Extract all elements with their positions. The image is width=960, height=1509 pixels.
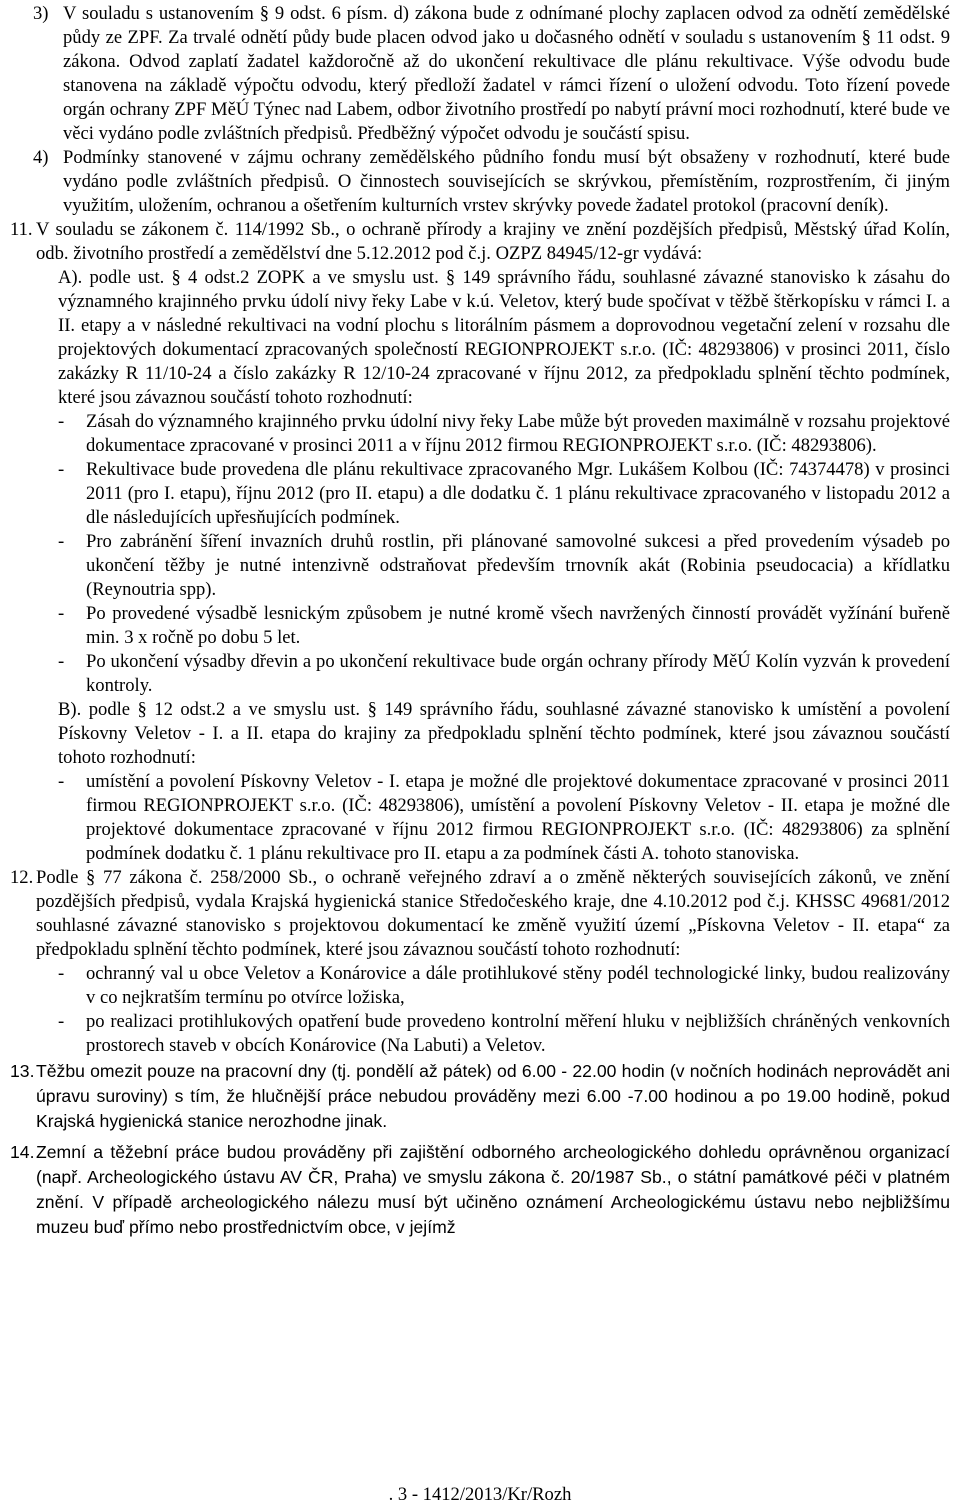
bullet-text: Po ukončení výsadby dřevin a po ukončení rekultivace bude orgán ochrany přírody MěÚ Kolín vyzván k provedení kontroly. <box>86 651 950 696</box>
condition-4 <box>10 146 950 218</box>
dash-marker: - <box>58 459 65 480</box>
bullet-item <box>10 962 950 1010</box>
bullet-item <box>10 458 950 530</box>
point-text: V souladu se zákonem č. 114/1992 Sb., o ochraně přírody a krajiny ve znění pozdějších předpisů, Městský úřad Kolín, odb. životního prostředí a zemědělství dne 5.12.2012 pod č.j. OZPZ 84945/12-gr vydává: <box>36 219 950 264</box>
dash-marker: - <box>58 603 65 624</box>
point-text: Podle § 77 zákona č. 258/2000 Sb., o ochraně veřejného zdraví a o změně některých souvisejících zákonů, ve znění pozdějších předpisů, vydala Krajská hygienická stanice Středočeského kraje, dne 4.10.2012 pod č.j. KHSSC 49681/2012 souhlasné závazné stanovisko s projektovou dokumentací ke změně využití území „Pískovna Veletov - II. etapa“ za předpokladu splnění těchto podmínek, které jsou závaznou součástí tohoto rozhodnutí: <box>36 867 950 960</box>
bullet-text: ochranný val u obce Veletov a Konárovice a dále protihlukové stěny podél technologické linky, budou realizovány v co nejkratším termínu po otvírce ložiska, <box>86 963 950 1008</box>
bullet-item <box>10 410 950 458</box>
page-footer: . 3 - 1412/2013/Kr/Rozh <box>388 1484 572 1505</box>
point-label: 11. <box>10 219 33 240</box>
point-14 <box>10 1140 950 1240</box>
section-text: A). podle ust. § 4 odst.2 ZOPK a ve smyslu ust. § 149 správního řádu, souhlasné závazné stanovisko k zásahu do významného krajinného prvku údolí nivy řeky Labe v k.ú. Veletov, který bude spočívat v těžbě štěrkopísku v rámci I. a II. etapy a v následné rekultivaci na vodní plochu s litorálním pásmem a doprovodnou vegetační zelení v rozsahu dle projektových dokumentací zpracovaných společností REGIONPROJEKT s.r.o. (IČ: 48293806) v prosinci 2011, číslo zakázky R 11/10-24 a číslo zakázky R 12/10-24 zpracované v říjnu 2012, za předpokladu splnění těchto podmínek, které jsou závaznou součástí tohoto rozhodnutí: <box>58 267 950 408</box>
section-b <box>10 698 950 770</box>
bullet-text: Pro zabránění šíření invazních druhů rostlin, při plánované samovolné sukcesi a před provedením výsadeb po ukončení těžby je nutné intenzivně odstraňovat především trnovník akát (Robinia pseudocacia) a křídlatku (Reynoutria spp). <box>86 531 950 600</box>
dash-marker: - <box>58 771 65 792</box>
dash-marker: - <box>58 1011 65 1032</box>
point-label: 12. <box>10 867 34 888</box>
point-text: Zemní a těžební práce budou prováděny při zajištění odborného archeologického dohledu oprávněnou organizací (např. Archeologického ústavu AV ČR, Praha) ve smyslu zákona č. 20/1987 Sb., o státní památkové péči v platném znění. V případě archeologického nálezu musí být učiněno oznámení Archeologickému ústavu nebo nejbližšímu muzeu buď přímo nebo prostřednictvím obce, v jejímž <box>36 1142 950 1237</box>
bullet-item <box>10 1010 950 1058</box>
item-label: 3) <box>33 3 49 24</box>
bullet-item <box>10 770 950 866</box>
bullet-text: Po provedené výsadbě lesnickým způsobem je nutné kromě všech navržených činností provádět vyžínání buřeně min. 3 x ročně po dobu 5 let. <box>86 603 950 648</box>
dash-marker: - <box>58 411 65 432</box>
point-text: Těžbu omezit pouze na pracovní dny (tj. pondělí až pátek) od 6.00 - 22.00 hodin (v nočních hodinách neprovádět ani úpravu suroviny) s tím, že hlučnější práce nebudou prováděny mezi 6.00 -7.00 hodinou a po 19.00 hodině, pokud Krajská hygienická stanice nerozhodne jinak. <box>36 1061 950 1131</box>
bullet-text: po realizaci protihlukových opatření bude provedeno kontrolní měření hluku v nejbližších chráněných venkovních prostorech staveb v obcích Konárovice (Na Labuti) a Veletov. <box>86 1011 950 1056</box>
dash-marker: - <box>58 531 65 552</box>
point-11 <box>10 218 950 266</box>
section-text: B). podle § 12 odst.2 a ve smyslu ust. § 149 správního řádu, souhlasné závazné stanovisko k umístění a povolení Pískovny Veletov - I. a II. etapa do krajiny za předpokladu splnění těchto podmínek, které jsou závaznou součástí tohoto rozhodnutí: <box>58 699 950 768</box>
point-13 <box>10 1059 950 1134</box>
bullet-text: Zásah do významného krajinného prvku údolní nivy řeky Labe může být proveden maximálně v rozsahu projektové dokumentace zpracované v prosinci 2011 a v říjnu 2012 firmou REGIONPROJEKT s.r.o. (IČ: 48293806). <box>86 411 950 456</box>
bullet-item <box>10 602 950 650</box>
item-text: V souladu s ustanovením § 9 odst. 6 písm. d) zákona bude z odnímané plochy zaplacen odvod za odnětí zemědělské půdy ze ZPF. Za trvalé odnětí půdy bude placen odvod jako u dočasného odnětí v souladu s ustanovením § 11 odst. 9 zákona. Odvod zaplatí žadatel každoročně až do ukončení rekultivace dle plánu rekultivace. Výše odvodu bude stanovena na základě výpočtu odvodu, který předloží žadatel v rámci řízení o uložení odvodu. Toto řízení povede orgán ochrany ZPF MěÚ Týnec nad Labem, odbor životního prostředí po nabytí právní moci rozhodnutí, které bude ve věci vydáno podle zvláštních předpisů. Předběžný výpočet odvodu je součástí spisu. <box>63 3 950 144</box>
point-label: 13. <box>10 1061 35 1081</box>
point-label: 14. <box>10 1142 35 1162</box>
bullet-text: Rekultivace bude provedena dle plánu rekultivace zpracovaného Mgr. Lukášem Kolbou (IČ: 74374478) v prosinci 2011 (pro I. etapu), říjnu 2012 (pro II. etapu) a dle dodatku č. 1 plánu rekultivace zpracovaného v listopadu 2012 a dle následujících upřesňujících podmínek. <box>86 459 950 528</box>
bullet-item <box>10 650 950 698</box>
item-label: 4) <box>33 147 49 168</box>
item-text: Podmínky stanovené v zájmu ochrany zemědělského půdního fondu musí být obsaženy v rozhodnutí, které bude vydáno podle zvláštních předpisů. O činnostech souvisejících se skrývkou, přemístěním, rozprostřením, či jiným využitím, uložením, ochranou a ošetřením kulturních vrstev skrývky povede žadatel protokol (pracovní deník). <box>63 147 950 216</box>
bullet-text: umístění a povolení Pískovny Veletov - I. etapa je možné dle projektové dokumentace zpracované v prosinci 2011 firmou REGIONPROJEKT s.r.o. (IČ: 48293806), umístění a povolení Pískovny Veletov - II. etapa je možné dle projektové dokumentace zpracované v říjnu 2012 firmou REGIONPROJEKT s.r.o. (IČ: 48293806) za splnění podmínek dodatku č. 1 plánu rekultivace pro II. etapu a za podmínek části A. tohoto stanoviska. <box>86 771 950 864</box>
dash-marker: - <box>58 963 65 984</box>
point-12 <box>10 866 950 962</box>
section-a <box>10 266 950 410</box>
condition-3 <box>10 2 950 146</box>
dash-marker: - <box>58 651 65 672</box>
bullet-item <box>10 530 950 602</box>
